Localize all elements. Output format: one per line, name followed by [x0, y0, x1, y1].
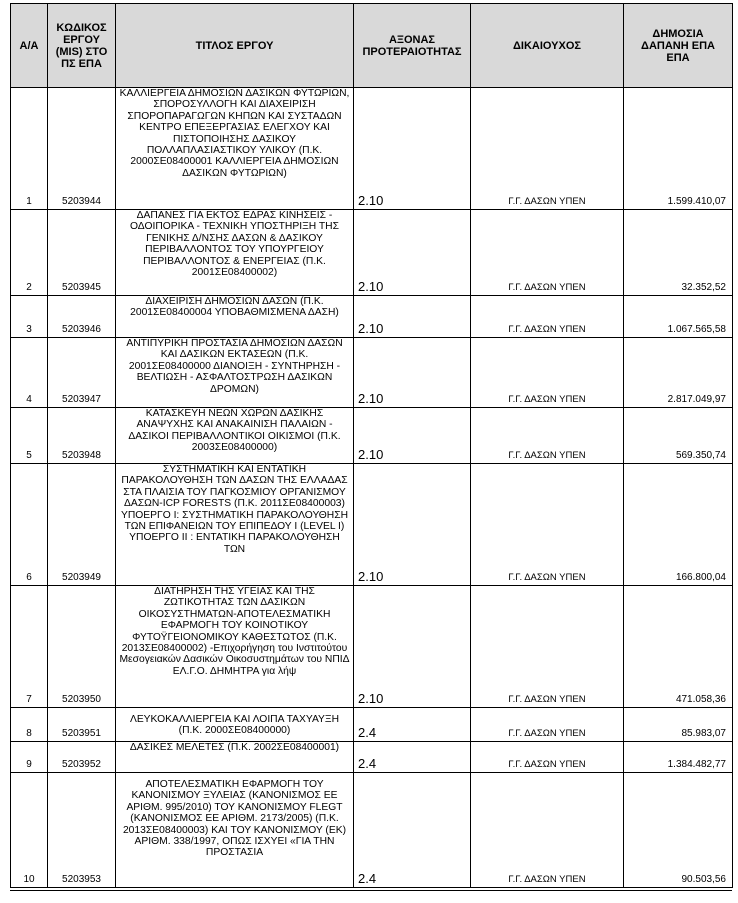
table-row [11, 88, 733, 210]
row-mis: 5203948 [48, 408, 116, 464]
row-aa: 5 [11, 408, 48, 464]
row-axis: 2.10 [354, 464, 471, 586]
row-amount: 569.350,74 [624, 408, 733, 464]
row-mis: 5203944 [48, 88, 116, 210]
row-beneficiary: Γ.Γ. ΔΑΣΩΝ ΥΠΕΝ [471, 408, 624, 464]
row-mis: 5203953 [48, 773, 116, 888]
row-title: ΑΝΤΙΠΥΡΙΚΗ ΠΡΟΣΤΑΣΙΑ ΔΗΜΟΣΙΩΝ ΔΑΣΩΝ ΚΑΙ ΔΑΣΙΚΩΝ ΕΚΤΑΣΕΩΝ (Π.Κ. 2001ΣΕ08400000 ΔΙΑΝΟΙΞΗ - ΣΥΝΤΗΡΗΣΗ - ΒΕΛΤΙΩΣΗ - ΑΣΦΑΛΤΟΣΤΡΩΣΗ ΔΑΣΙΚΩΝ ΔΡΟΜΩΝ) [116, 338, 354, 408]
row-axis: 2.4 [354, 773, 471, 888]
row-amount: 2.817.049,97 [624, 338, 733, 408]
header-row [11, 4, 733, 88]
row-amount: 166.800,04 [624, 464, 733, 586]
row-amount: 32.352,52 [624, 210, 733, 296]
row-amount: 85.983,07 [624, 708, 733, 742]
row-title: ΑΠΟΤΕΛΕΣΜΑΤΙΚΗ ΕΦΑΡΜΟΓΗ ΤΟΥ ΚΑΝΟΝΙΣΜΟΥ ΞΥΛΕΙΑΣ (ΚΑΝΟΝΙΣΜΟΣ ΕΕ ΑΡΙΘΜ. 995/2010) ΤΟΥ ΚΑΝΟΝΙΣΜΟΥ FLEGT (ΚΑΝΟΝΙΣΜΟΣ ΕΕ ΑΡΙΘΜ. 2173/2005) (Π.Κ. 2013ΣΕ08400003) ΚΑΙ ΤΟΥ ΚΑΝΟΝΙΣΜΟΥ (ΕΚ) ΑΡΙΘΜ. 338/1997, ΟΠΩΣ ΙΣΧΥΕΙ «ΓΙΑ ΤΗΝ ΠΡΟΣΤΑΣΙΑ [116, 773, 354, 888]
row-beneficiary: Γ.Γ. ΔΑΣΩΝ ΥΠΕΝ [471, 338, 624, 408]
row-axis: 2.10 [354, 338, 471, 408]
row-beneficiary: Γ.Γ. ΔΑΣΩΝ ΥΠΕΝ [471, 586, 624, 708]
row-amount: 90.503,56 [624, 773, 733, 888]
row-title: ΚΑΤΑΣΚΕΥΗ ΝΕΩΝ ΧΩΡΩΝ ΔΑΣΙΚΗΣ ΑΝΑΨΥΧΗΣ ΚΑΙ ΑΝΑΚΑΙΝΙΣΗ ΠΑΛΑΙΩΝ - ΔΑΣΙΚΟΙ ΠΕΡΙΒΑΛΛΟΝΤΙΚΟΙ ΟΙΚΙΣΜΟΙ (Π.Κ. 2003ΣΕ08400000) [116, 408, 354, 464]
row-beneficiary: Γ.Γ. ΔΑΣΩΝ ΥΠΕΝ [471, 210, 624, 296]
page-bottom-rule [10, 890, 732, 891]
row-mis: 5203946 [48, 296, 116, 338]
row-aa: 4 [11, 338, 48, 408]
row-beneficiary: Γ.Γ. ΔΑΣΩΝ ΥΠΕΝ [471, 708, 624, 742]
table-row [11, 210, 733, 296]
row-axis: 2.10 [354, 408, 471, 464]
row-beneficiary: Γ.Γ. ΔΑΣΩΝ ΥΠΕΝ [471, 296, 624, 338]
row-amount: 1.067.565,58 [624, 296, 733, 338]
header-amount: ΔΗΜΟΣΙΑ ΔΑΠΑΝΗ ΕΠΑ ΕΠΑ [624, 4, 733, 88]
header-axis: ΑΞΟΝΑΣ ΠΡΟΤΕΡΑΙΟΤΗΤΑΣ [354, 4, 471, 88]
row-amount: 471.058,36 [624, 586, 733, 708]
row-title: ΣΥΣΤΗΜΑΤΙΚΗ ΚΑΙ ΕΝΤΑΤΙΚΗ ΠΑΡΑΚΟΛΟΥΘΗΣΗ ΤΩΝ ΔΑΣΩΝ ΤΗΣ ΕΛΛΑΔΑΣ ΣΤΑ ΠΛΑΙΣΙΑ ΤΟΥ ΠΑΓΚΟΣΜΙΟΥ ΟΡΓΑΝΙΣΜΟΥ ΔΑΣΩΝ-ICP FORESTS (Π.Κ. 2011ΣΕ08400003) ΥΠΟΕΡΓΟ Ι: ΣΥΣΤΗΜΑΤΙΚΗ ΠΑΡΑΚΟΛΟΥΘΗΣΗ ΤΩΝ ΕΠΙΦΑΝΕΙΩΝ ΤΟΥ ΕΠΙΠΕΔΟΥ Ι (LEVEL I) ΥΠΟΕΡΓΟ ΙΙ : ΕΝΤΑΤΙΚΗ ΠΑΡΑΚΟΛΟΥΘΗΣΗ ΤΩΝ [116, 464, 354, 586]
row-axis: 2.10 [354, 296, 471, 338]
table-row [11, 586, 733, 708]
row-amount: 1.599.410,07 [624, 88, 733, 210]
row-axis: 2.10 [354, 210, 471, 296]
row-aa: 8 [11, 708, 48, 742]
row-axis: 2.4 [354, 742, 471, 773]
table-row [11, 338, 733, 408]
row-axis: 2.4 [354, 708, 471, 742]
table-row [11, 408, 733, 464]
table-row [11, 296, 733, 338]
row-mis: 5203947 [48, 338, 116, 408]
header-title: ΤΙΤΛΟΣ ΕΡΓΟΥ [116, 4, 354, 88]
header-mis: ΚΩΔΙΚΟΣ ΕΡΓΟΥ (MIS) ΣΤΟ ΠΣ ΕΠΑ [48, 4, 116, 88]
row-aa: 7 [11, 586, 48, 708]
row-beneficiary: Γ.Γ. ΔΑΣΩΝ ΥΠΕΝ [471, 773, 624, 888]
row-title: ΚΑΛΛΙΕΡΓΕΙΑ ΔΗΜΟΣΙΩΝ ΔΑΣΙΚΩΝ ΦΥΤΩΡΙΩΝ, ΣΠΟΡΟΣΥΛΛΟΓΗ ΚΑΙ ΔΙΑΧΕΙΡΙΣΗ ΣΠΟΡΟΠΑΡΑΓΩΓΩΝ ΚΗΠΩΝ ΚΑΙ ΣΥΣΤΑΔΩΝ ΚΕΝΤΡΟ ΕΠΕΞΕΡΓΑΣΙΑΣ ΕΛΕΓΧΟΥ ΚΑΙ ΠΙΣΤΟΠΟΙΗΣΗΣ ΔΑΣΙΚΟΥ ΠΟΛΛΑΠΛΑΣΙΑΣΤΙΚΟΥ ΥΛΙΚΟΥ (Π.Κ. 2000ΣΕ08400001 ΚΑΛΛΙΕΡΓΕΙΑ ΔΗΜΟΣΙΩΝ ΔΑΣΙΚΩΝ ΦΥΤΩΡΙΩΝ) [116, 88, 354, 210]
row-title: ΛΕΥΚΟΚΑΛΛΙΕΡΓΕΙΑ ΚΑΙ ΛΟΙΠΑ ΤΑΧΥΑΥΞΗ (Π.Κ. 2000ΣΕ08400000) [116, 708, 354, 742]
row-title: ΔΑΠΑΝΕΣ ΓΙΑ ΕΚΤΟΣ ΕΔΡΑΣ ΚΙΝΗΣΕΙΣ - ΟΔΟΙΠΟΡΙΚΑ - ΤΕΧΝΙΚΗ ΥΠΟΣΤΗΡΙΞΗ ΤΗΣ ΓΕΝΙΚΗΣ Δ/ΝΣΗΣ ΔΑΣΩΝ & ΔΑΣΙΚΟΥ ΠΕΡΙΒΑΛΛΟΝΤΟΣ ΤΟΥ ΥΠΟΥΡΓΕΙΟΥ ΠΕΡΙΒΑΛΛΟΝΤΟΣ & ΕΝΕΡΓΕΙΑΣ (Π.Κ. 2001ΣΕ08400002) [116, 210, 354, 296]
header-beneficiary: ΔΙΚΑΙΟΥΧΟΣ [471, 4, 624, 88]
row-axis: 2.10 [354, 88, 471, 210]
table-row [11, 708, 733, 742]
row-aa: 10 [11, 773, 48, 888]
row-aa: 6 [11, 464, 48, 586]
row-title: ΔΑΣΙΚΕΣ ΜΕΛΕΤΕΣ (Π.Κ. 2002ΣΕ08400001) [116, 742, 354, 773]
table-row [11, 464, 733, 586]
row-aa: 9 [11, 742, 48, 773]
row-mis: 5203950 [48, 586, 116, 708]
table-row [11, 742, 733, 773]
projects-table [10, 3, 733, 888]
row-beneficiary: Γ.Γ. ΔΑΣΩΝ ΥΠΕΝ [471, 88, 624, 210]
row-title: ΔΙΑΤΗΡΗΣΗ ΤΗΣ ΥΓΕΙΑΣ ΚΑΙ ΤΗΣ ΖΩΤΙΚΟΤΗΤΑΣ ΤΩΝ ΔΑΣΙΚΩΝ ΟΙΚΟΣΥΣΤΗΜΑΤΩΝ-ΑΠΟΤΕΛΕΣΜΑΤΙΚΗ ΕΦΑΡΜΟΓΗ ΤΟΥ ΚΟΙΝΟΤΙΚΟΥ ΦΥΤΟΫΓΕΙΟΝΟΜΙΚΟΥ ΚΑΘΕΣΤΩΤΟΣ (Π.Κ. 2013ΣΕ08400002) -Επιχορήγηση του Ινστιτούτου Μεσογειακών Δασικών Οικοσυστημάτων του ΝΠΙΔ ΕΛ.Γ.Ο. ΔΗΜΗΤΡΑ για λήψ [116, 586, 354, 708]
row-mis: 5203945 [48, 210, 116, 296]
row-mis: 5203949 [48, 464, 116, 586]
row-aa: 1 [11, 88, 48, 210]
row-amount: 1.384.482,77 [624, 742, 733, 773]
row-beneficiary: Γ.Γ. ΔΑΣΩΝ ΥΠΕΝ [471, 742, 624, 773]
row-title: ΔΙΑΧΕΙΡΙΣΗ ΔΗΜΟΣΙΩΝ ΔΑΣΩΝ (Π.Κ. 2001ΣΕ08400004 ΥΠΟΒΑΘΜΙΣΜΕΝΑ ΔΑΣΗ) [116, 296, 354, 338]
row-aa: 3 [11, 296, 48, 338]
row-axis: 2.10 [354, 586, 471, 708]
header-aa: Α/Α [11, 4, 48, 88]
row-mis: 5203952 [48, 742, 116, 773]
table-row [11, 773, 733, 888]
row-mis: 5203951 [48, 708, 116, 742]
row-beneficiary: Γ.Γ. ΔΑΣΩΝ ΥΠΕΝ [471, 464, 624, 586]
row-aa: 2 [11, 210, 48, 296]
